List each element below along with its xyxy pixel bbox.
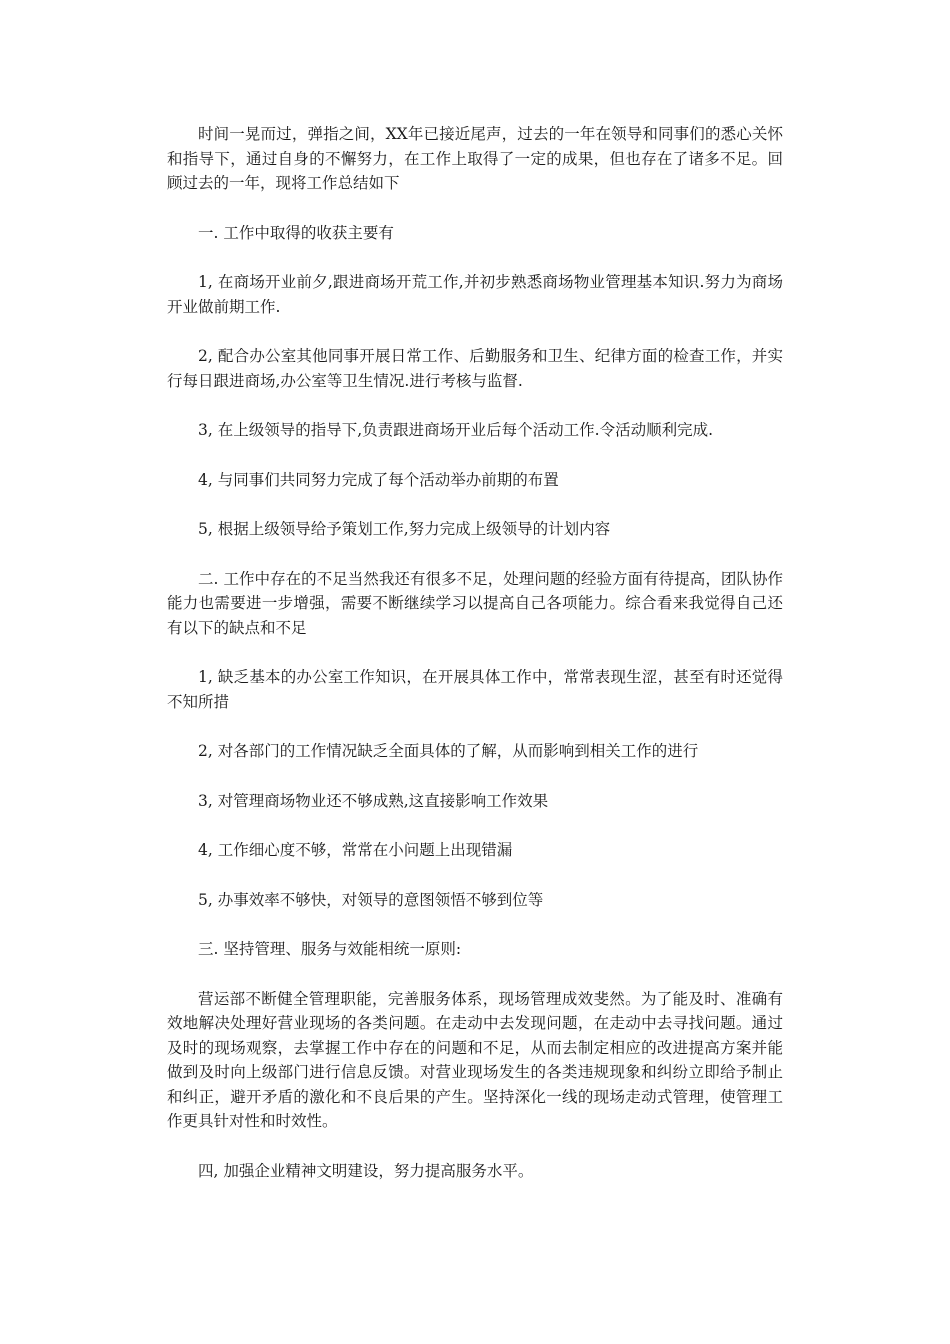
list-item: 4, 工作细心度不够，常常在小问题上出现错漏: [198, 841, 513, 859]
list-item: 5, 根据上级领导给予策划工作,努力完成上级领导的计划内容: [198, 520, 611, 538]
section-heading-shortcomings: 二. 工作中存在的不足当然我还有很多不足，处理问题的经验方面有待提高，团队协作能力也需要进一步增强，需要不断继续学习以提高自己各项能力。综合看来我觉得自己还有以下的缺点和不足: [167, 569, 783, 637]
list-item: 2, 配合办公室其他同事开展日常工作、后勤服务和卫生、纪律方面的检查工作，并实行每日跟进商场,办公室等卫生情况.进行考核与监督.: [167, 347, 783, 390]
document-body: [167, 122, 783, 1208]
section-heading-achievements: 一. 工作中取得的收获主要有: [198, 223, 394, 242]
list-item: 2, 对各部门的工作情况缺乏全面具体的了解，从而影响到相关工作的进行: [198, 742, 699, 760]
list-item: 4, 与同事们共同努力完成了每个活动举办前期的布置: [198, 470, 559, 489]
list-item: 3, 在上级领导的指导下,负责跟进商场开业后每个活动工作.令活动顺利完成.: [198, 421, 713, 439]
intro-paragraph: 时间一晃而过，弹指之间，XX年已接近尾声，过去的一年在领导和同事们的悉心关怀和指导下，通过自身的不懈努力，在工作上取得了一定的成果，但也存在了诸多不足。回顾过去的一年，现将工作总结如下: [167, 125, 783, 192]
list-item: 3, 对管理商场物业还不够成熟,这直接影响工作效果: [198, 791, 549, 810]
section-heading-principles: 三. 坚持管理、服务与效能相统一原则:: [198, 940, 462, 958]
list-item: 5, 办事效率不够快，对领导的意图领悟不够到位等: [198, 890, 544, 909]
body-paragraph: 营运部不断健全管理职能，完善服务体系，现场管理成效斐然。为了能及时、准确有效地解决处理好营业现场的各类问题。在走动中去发现问题，在走动中去寻找问题。通过及时的现场观察，去掌握工作中存在的问题和不足，从而去制定相应的改进提高方案并能做到及时向上级部门进行信息反馈。对营业现场发生的各类违规现象和纠纷立即给予制止和纠正，避开矛盾的激化和不良后果的产生。坚持深化一线的现场走动式管理，使管理工作更具针对性和时效性。: [167, 989, 783, 1130]
list-item: 1, 缺乏基本的办公室工作知识，在开展具体工作中，常常表现生涩，甚至有时还觉得不知所措: [167, 668, 783, 711]
section-heading-culture: 四, 加强企业精神文明建设，努力提高服务水平。: [198, 1161, 534, 1180]
list-item: 1, 在商场开业前夕,跟进商场开荒工作,并初步熟悉商场物业管理基本知识.努力为商场开业做前期工作.: [167, 273, 783, 316]
